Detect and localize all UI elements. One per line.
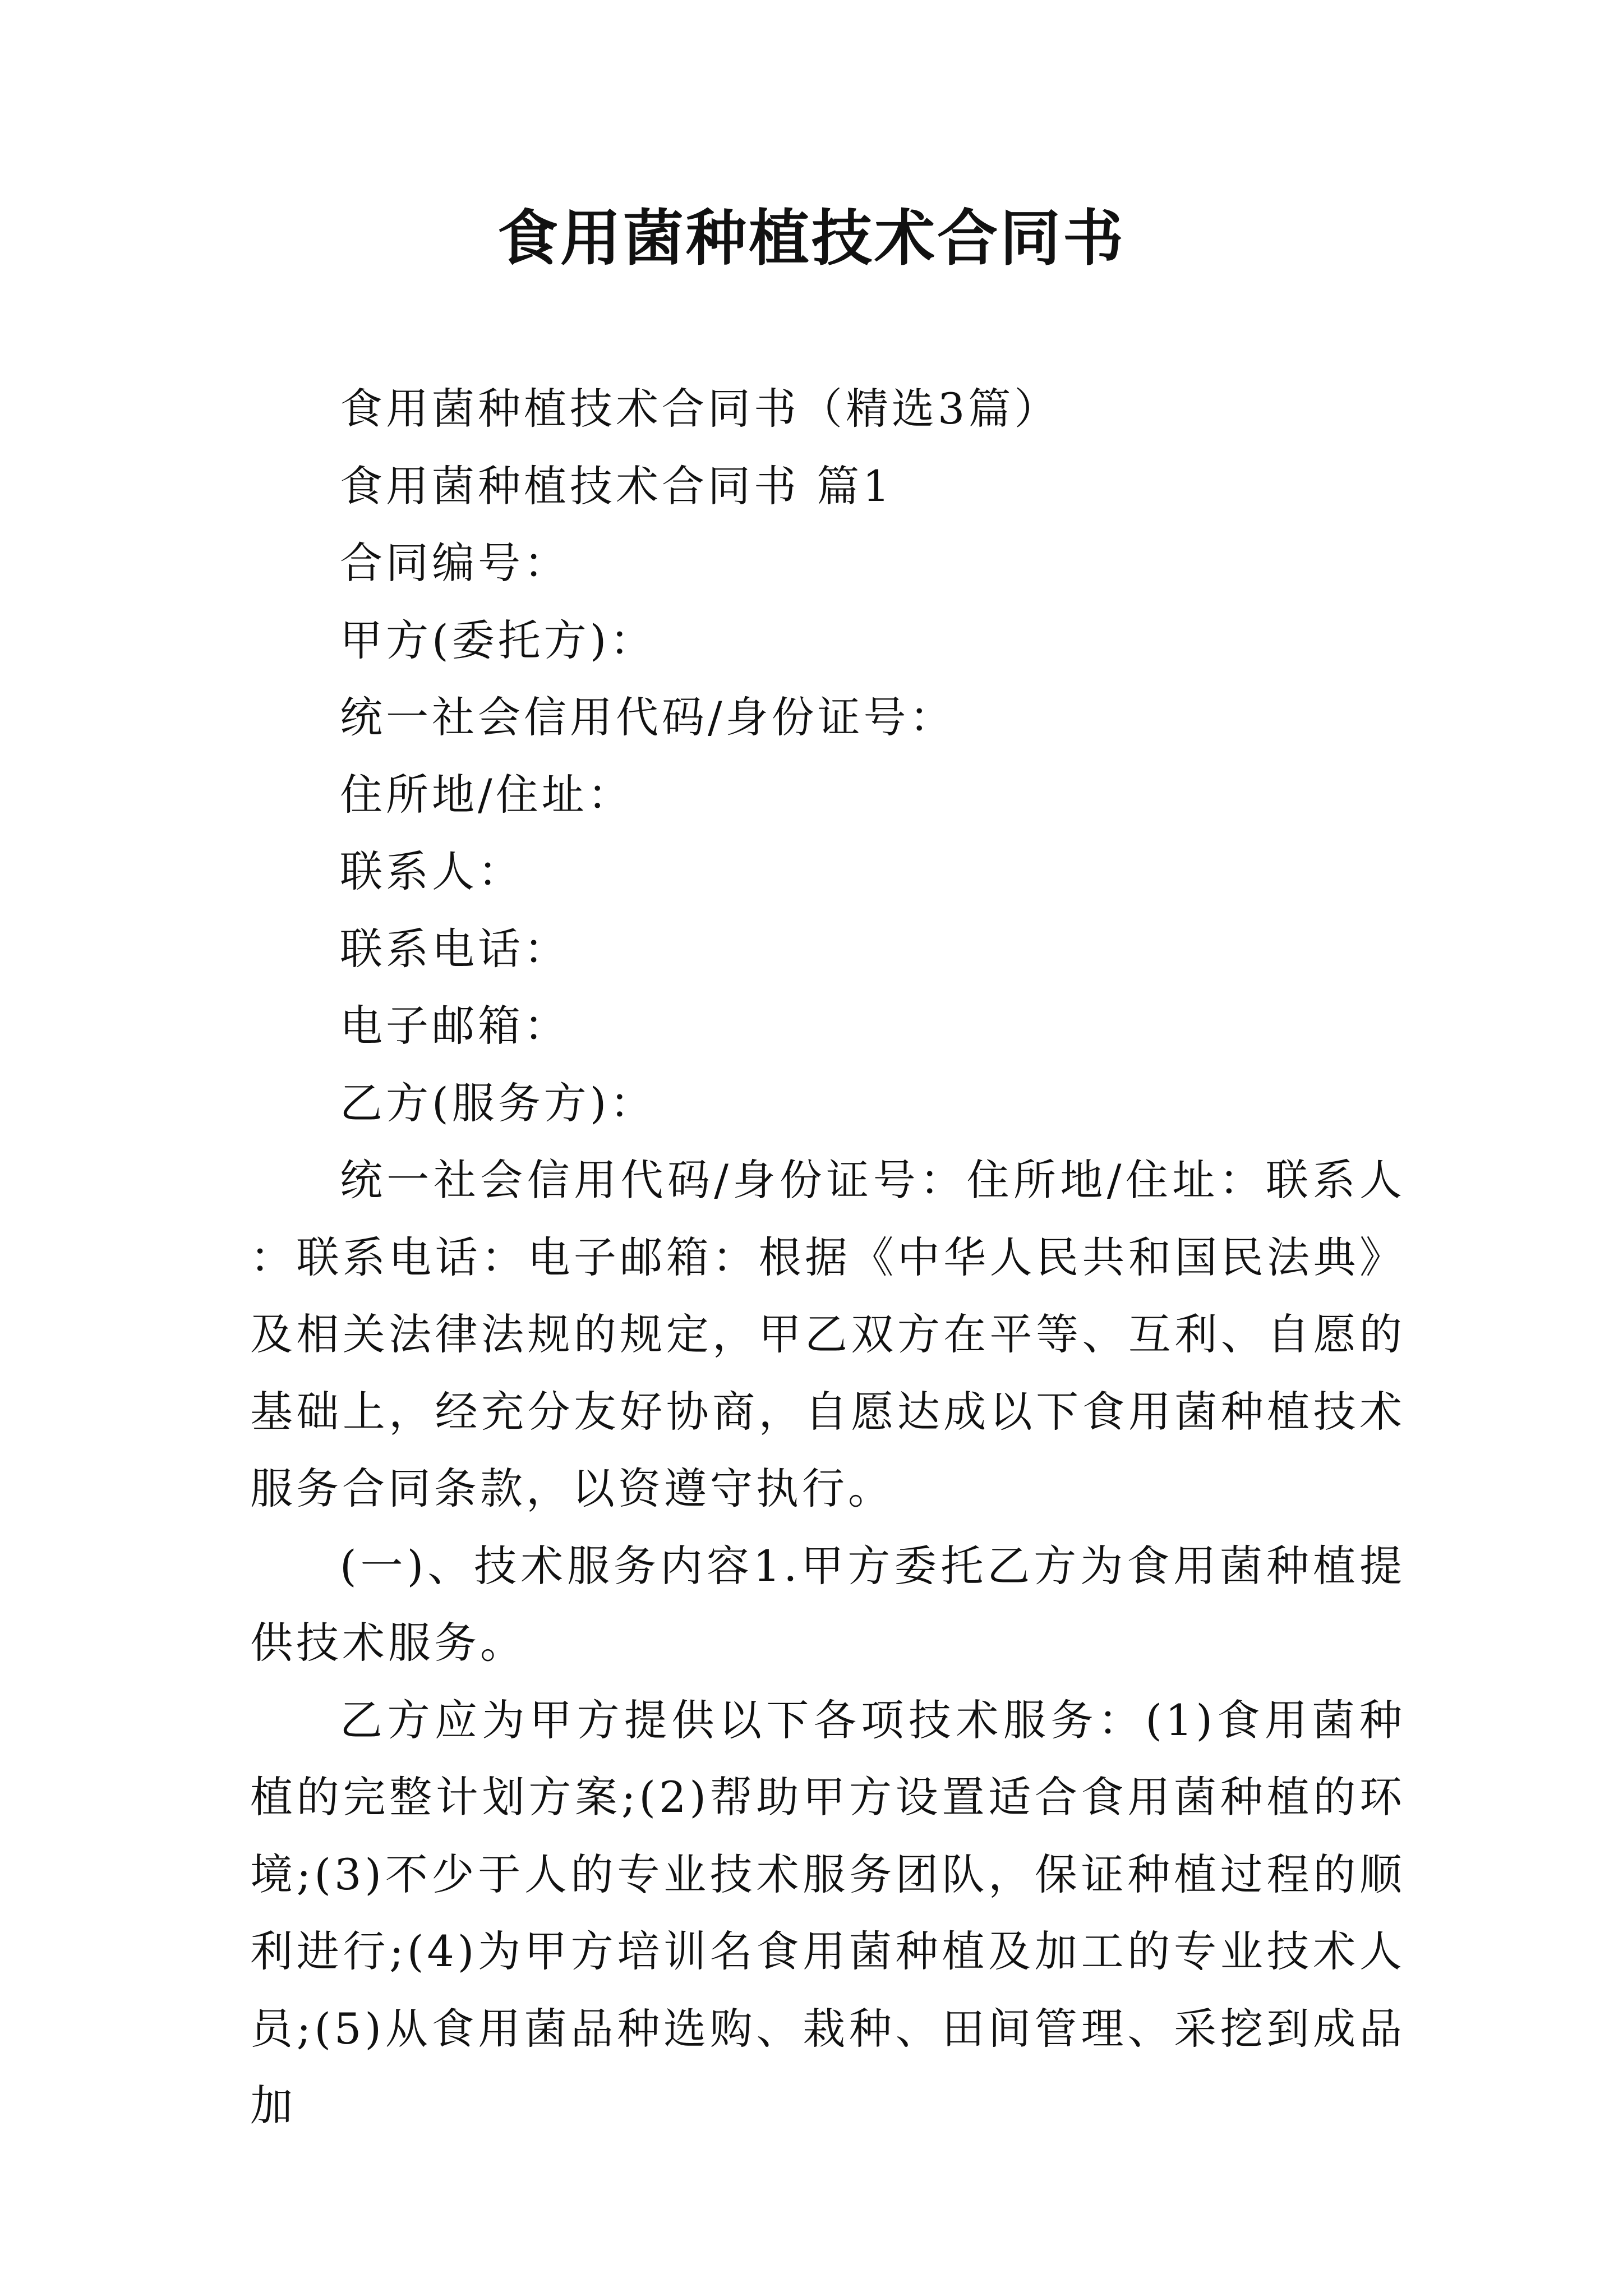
service-items-paragraph: 乙方应为甲方提供以下各项技术服务：(1)食用菌种植的完整计划方案;(2)帮助甲方设置适合食用菌种植的环境;(3)不少于人的专业技术服务团队，保证种植过程的顺利进行;(4)为甲方培训名食用菌种植及加工的专业技术人员;(5)从食用菌品种选购、栽种、田间管理、采挖到成品加 bbox=[250, 1695, 1405, 2131]
document-title: 食用菌种植技术合同书 bbox=[497, 203, 1126, 274]
party-a-phone-label: 联系电话： bbox=[340, 923, 570, 974]
subtitle-line: 食用菌种植技术合同书（精选3篇） bbox=[340, 384, 1061, 434]
party-a-credit-code-label: 统一社会信用代码/身份证号： bbox=[340, 692, 956, 742]
party-b-details-paragraph: 统一社会信用代码/身份证号：住所地/住址：联系人：联系电话：电子邮箱：根据《中华人民共和国民法典》及相关法律法规的规定，甲乙双方在平等、互利、自愿的基础上，经充分友好协商，自愿达成以下食用菌种植技术服务合同条款，以资遵守执行。 bbox=[250, 1155, 1405, 1513]
party-a-email-label: 电子邮箱： bbox=[340, 1001, 570, 1051]
contract-number-label: 合同编号： bbox=[340, 538, 570, 588]
service-content-paragraph: (一)、技术服务内容1.甲方委托乙方为食用菌种植提供技术服务。 bbox=[250, 1540, 1405, 1668]
party-a-label: 甲方(委托方)： bbox=[340, 615, 656, 665]
party-a-address-label: 住所地/住址： bbox=[340, 769, 634, 820]
party-a-contact-label: 联系人： bbox=[340, 846, 524, 896]
party-b-label: 乙方(服务方)： bbox=[340, 1078, 656, 1128]
document-body bbox=[250, 370, 1405, 2145]
section-heading: 食用菌种植技术合同书 篇1 bbox=[340, 461, 893, 511]
